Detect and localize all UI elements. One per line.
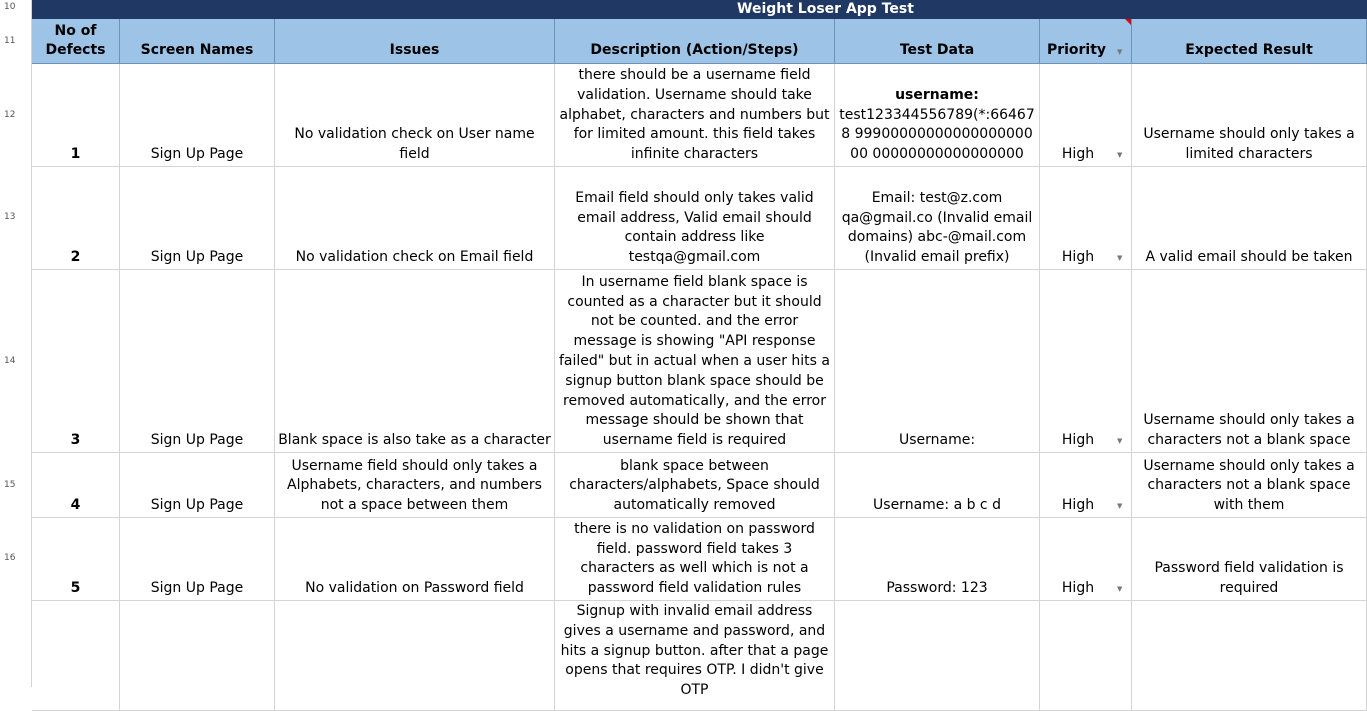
header-screen-names[interactable]: Screen Names	[120, 19, 275, 64]
dropdown-arrow-icon[interactable]: ▼	[1117, 437, 1123, 445]
cell-expected-result[interactable]: Username should only takes a characters not a blank space	[1132, 270, 1367, 453]
cell-description[interactable]: there should be a username field validation. Username should take alphabet, characters and numbers but for limited amount. this field takes infinite characters	[555, 64, 835, 167]
cell-defect-no[interactable]: 4	[32, 453, 120, 518]
dropdown-arrow-icon[interactable]: ▼	[1117, 254, 1123, 262]
cell-test-data[interactable]: Password: 123	[835, 518, 1040, 601]
cell-description[interactable]: Email field should only takes valid email address, Valid email should contain address like testqa@gmail.com	[555, 167, 835, 270]
filter-dropdown-icon[interactable]: ▼	[1117, 48, 1123, 56]
cell-priority[interactable]	[1040, 601, 1132, 711]
cell-screen-name[interactable]	[120, 601, 275, 711]
cell-priority[interactable]: High	[1040, 270, 1132, 453]
comment-indicator-icon	[1125, 19, 1131, 25]
cell-expected-result[interactable]: Password field validation is required	[1132, 518, 1367, 601]
cell-issue[interactable]: Blank space is also take as a character	[275, 270, 555, 453]
cell-screen-name[interactable]: Sign Up Page	[120, 167, 275, 270]
cell-test-data[interactable]: Email: test@z.com qa@gmail.co (Invalid email domains) abc-@mail.com (Invalid email prefix)	[835, 167, 1040, 270]
header-issues[interactable]: Issues	[275, 19, 555, 64]
cell-test-data[interactable]: Username:	[835, 270, 1040, 453]
cell-description[interactable]: there is no validation on password field. password field takes 3 characters as well which is not a password field validation rules	[555, 518, 835, 601]
cell-priority[interactable]: High	[1040, 64, 1132, 167]
dropdown-arrow-icon[interactable]: ▼	[1117, 151, 1123, 159]
cell-defect-no[interactable]	[32, 601, 120, 711]
cell-expected-result[interactable]	[1132, 601, 1367, 711]
cell-priority[interactable]: High	[1040, 453, 1132, 518]
cell-screen-name[interactable]: Sign Up Page	[120, 453, 275, 518]
cell-defect-no[interactable]: 2	[32, 167, 120, 270]
test-data-value: test123344556789(*:664678 9990000000000000000000 00000000000000000	[839, 106, 1035, 163]
row-number[interactable]: 13	[4, 212, 16, 222]
cell-test-data[interactable]	[835, 64, 1040, 167]
row-number[interactable]: 12	[4, 110, 16, 120]
cell-screen-name[interactable]: Sign Up Page	[120, 270, 275, 453]
dropdown-arrow-icon[interactable]: ▼	[1117, 502, 1123, 510]
cell-screen-name[interactable]: Sign Up Page	[120, 518, 275, 601]
cell-issue[interactable]: Username field should only takes a Alphabets, characters, and numbers not a space between them	[275, 453, 555, 518]
cell-description[interactable]: blank space between characters/alphabets, Space should automatically removed	[555, 453, 835, 518]
cell-priority[interactable]: High	[1040, 518, 1132, 601]
cell-expected-result[interactable]: Username should only takes a characters not a blank space with them	[1132, 453, 1367, 518]
cell-test-data[interactable]: Username: a b c d	[835, 453, 1040, 518]
cell-expected-result[interactable]: A valid email should be taken	[1132, 167, 1367, 270]
test-data-label: username:	[895, 86, 979, 103]
cell-description[interactable]: Signup with invalid email address gives a username and password, and hits a signup button. after that a page opens that requires OTP. I didn't give OTP	[555, 601, 835, 711]
cell-description[interactable]: In username field blank space is counted as a character but it should not be counted. and the error message is showing "API response failed" but in actual when a user hits a signup button blank space should be removed automatically, and the error message should be shown that username field is required	[555, 270, 835, 453]
cell-issue[interactable]: No validation check on User name field	[275, 64, 555, 167]
header-expected-result[interactable]: Expected Result	[1132, 19, 1367, 64]
title-bar[interactable]	[32, 0, 1367, 19]
row-number[interactable]: 16	[4, 553, 16, 563]
header-no-of-defects[interactable]: No of Defects	[32, 19, 120, 64]
cell-issue[interactable]: No validation check on Email field	[275, 167, 555, 270]
row-number[interactable]: 11	[4, 36, 16, 46]
row-number[interactable]: 14	[4, 356, 16, 366]
cell-priority[interactable]: High	[1040, 167, 1132, 270]
header-test-data[interactable]: Test Data	[835, 19, 1040, 64]
cell-issue[interactable]: No validation on Password field	[275, 518, 555, 601]
cell-screen-name[interactable]: Sign Up Page	[120, 64, 275, 167]
cell-defect-no[interactable]: 3	[32, 270, 120, 453]
header-priority[interactable]: Priority	[1040, 19, 1132, 64]
dropdown-arrow-icon[interactable]: ▼	[1117, 585, 1123, 593]
cell-test-data[interactable]	[835, 601, 1040, 711]
cell-expected-result[interactable]: Username should only takes a limited characters	[1132, 64, 1367, 167]
row-number[interactable]: 15	[4, 480, 16, 490]
sheet-title: Weight Loser App Test	[737, 1, 914, 17]
cell-defect-no[interactable]: 1	[32, 64, 120, 167]
row-number[interactable]: 10	[4, 2, 16, 12]
row-number-gutter	[0, 0, 32, 687]
header-description[interactable]: Description (Action/Steps)	[555, 19, 835, 64]
cell-defect-no[interactable]: 5	[32, 518, 120, 601]
cell-issue[interactable]	[275, 601, 555, 711]
